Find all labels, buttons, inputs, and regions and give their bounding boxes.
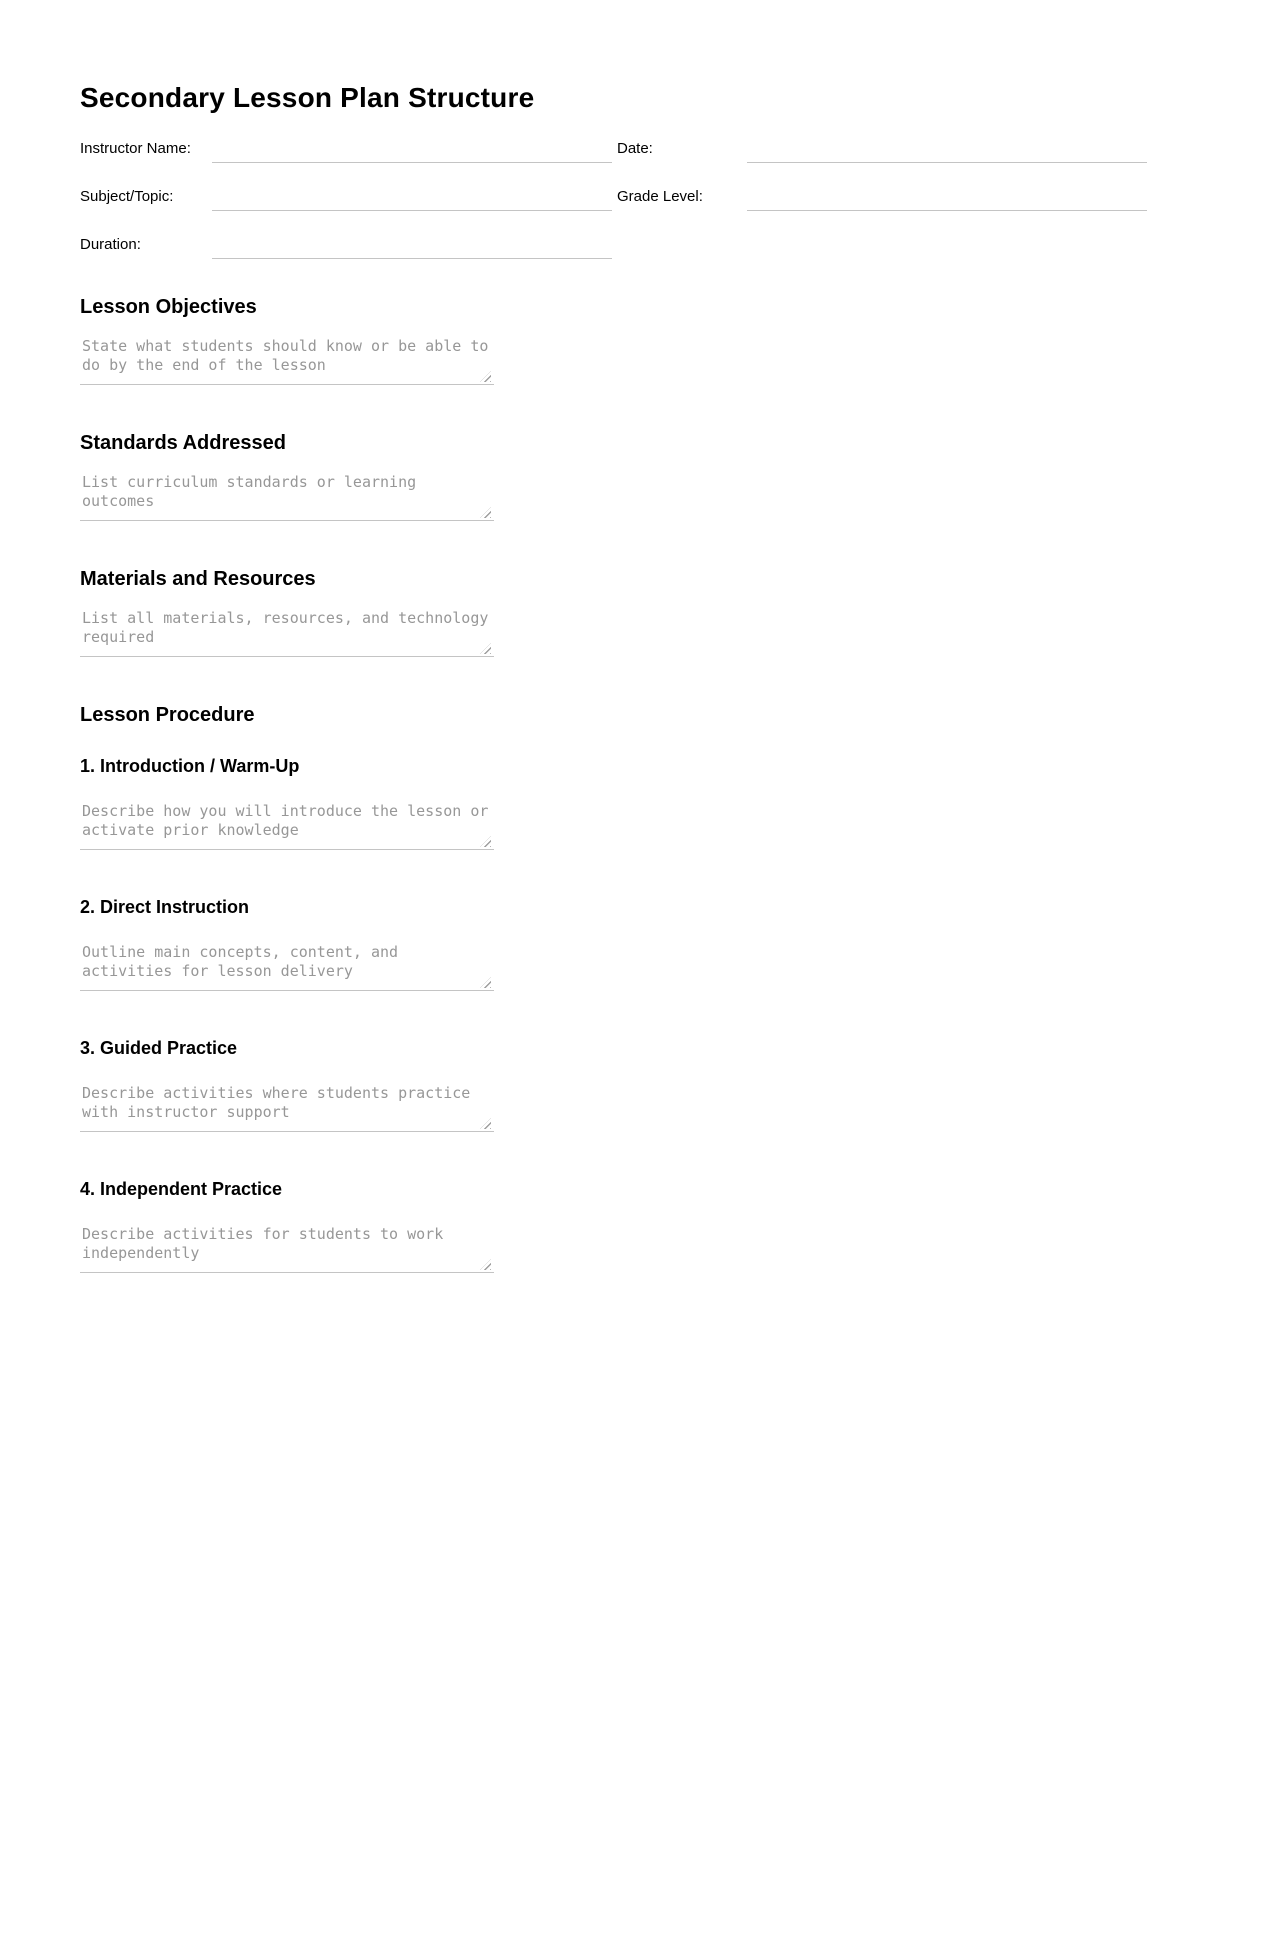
standards-addressed-field-wrap (80, 472, 494, 521)
date-input[interactable] (747, 136, 1147, 163)
form-row-3 (80, 232, 1183, 259)
subject-topic-input[interactable] (212, 184, 612, 211)
materials-resources-heading: Materials and Resources (80, 568, 316, 590)
step-introduction-warmup (80, 755, 1183, 850)
instructor-name-input[interactable] (212, 136, 612, 163)
instructor-name-label: Instructor Name: (80, 140, 191, 157)
introduction-warmup-heading: 1. Introduction / Warm-Up (80, 756, 300, 776)
direct-instruction-field-wrap (80, 942, 494, 991)
form-row-1 (80, 136, 1183, 163)
guided-practice-heading: 3. Guided Practice (80, 1038, 238, 1058)
guided-practice-field-wrap (80, 1083, 494, 1132)
independent-practice-field-wrap (80, 1224, 494, 1273)
standards-addressed-textarea[interactable] (80, 472, 494, 521)
step-independent-practice (80, 1178, 1183, 1273)
grade-level-input[interactable] (747, 184, 1147, 211)
lesson-objectives-textarea[interactable] (80, 336, 494, 385)
direct-instruction-heading: 2. Direct Instruction (80, 897, 250, 917)
introduction-warmup-textarea[interactable] (80, 801, 494, 850)
date-label: Date: (617, 140, 653, 157)
materials-resources-field-wrap (80, 608, 494, 657)
duration-input[interactable] (212, 232, 612, 259)
form-row-2 (80, 184, 1183, 211)
standards-addressed-heading: Standards Addressed (80, 432, 286, 454)
guided-practice-textarea[interactable] (80, 1083, 494, 1132)
independent-practice-textarea[interactable] (80, 1224, 494, 1273)
introduction-warmup-field-wrap (80, 801, 494, 850)
section-lesson-objectives (80, 295, 1183, 385)
step-guided-practice (80, 1037, 1183, 1132)
lesson-procedure-heading: Lesson Procedure (80, 704, 255, 726)
independent-practice-heading: 4. Independent Practice (80, 1179, 283, 1199)
subject-topic-label: Subject/Topic: (80, 188, 174, 205)
section-materials-resources (80, 567, 1183, 657)
section-lesson-procedure (80, 703, 1183, 1273)
page-title: Secondary Lesson Plan Structure (80, 82, 535, 113)
direct-instruction-textarea[interactable] (80, 942, 494, 991)
duration-label: Duration: (80, 236, 141, 253)
grade-level-label: Grade Level: (617, 188, 703, 205)
lesson-objectives-field-wrap (80, 336, 494, 385)
materials-resources-textarea[interactable] (80, 608, 494, 657)
lesson-objectives-heading: Lesson Objectives (80, 296, 257, 318)
step-direct-instruction (80, 896, 1183, 991)
section-standards-addressed (80, 431, 1183, 521)
